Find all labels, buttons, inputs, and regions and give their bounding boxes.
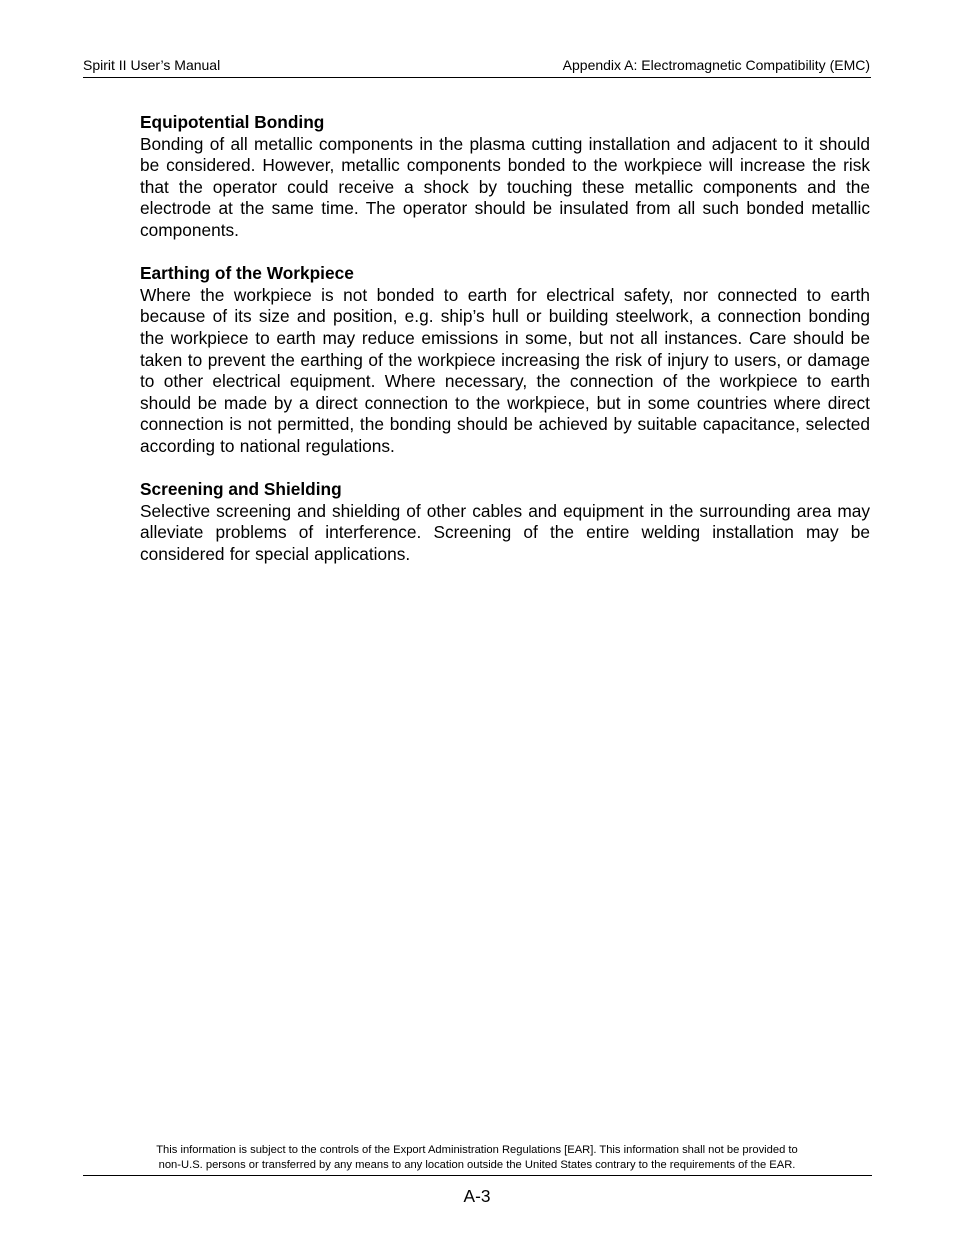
section-paragraph: Where the workpiece is not bonded to earth for electrical safety, nor connected to earth because of its size and position, e.g. ship’s hull or building steelwork, a connection bonding the workpiece to earth may reduce emissions in some, but not all instances. Care should be taken to prevent the earthing of the workpiece increasing the risk of injury to users, or damage to other electrical equipment. Where necessary, the connection of the workpiece to earth should be made by a direct connection to the workpiece, but in some countries where direct connection is not permitted, the bonding should be achieved by suitable capacitance, selected according to national regulations.	[140, 284, 870, 456]
document-body	[140, 112, 870, 587]
section-heading: Screening and Shielding	[140, 479, 342, 500]
footer-divider	[83, 1175, 872, 1176]
section-heading: Equipotential Bonding	[140, 112, 325, 132]
section-screening-and-shielding	[140, 479, 870, 565]
section-paragraph: Bonding of all metallic components in the plasma cutting installation and adjacent to it should be considered. However, metallic components bonded to the workpiece will increase the risk that the operator could receive a shock by touching these metallic components and the electrode at the same time. The operator should be insulated from all such bonded metallic components.	[140, 133, 870, 240]
page-header	[83, 57, 871, 78]
section-equipotential-bonding	[140, 112, 870, 242]
manual-title: Spirit II User’s Manual	[83, 57, 221, 73]
section-paragraph: Selective screening and shielding of other cables and equipment in the surrounding area may alleviate problems of interference. Screening of the entire welding installation may be considered for special applications.	[140, 500, 870, 564]
appendix-title: Appendix A: Electromagnetic Compatibility (EMC)	[562, 57, 870, 73]
page-number: A-3	[463, 1186, 491, 1206]
section-earthing-of-workpiece	[140, 263, 870, 457]
export-control-notice	[83, 1143, 871, 1173]
export-notice-line: This information is subject to the controls of the Export Administration Regulations [EAR]. This information shall not be provided to	[156, 1144, 798, 1156]
section-heading: Earthing of the Workpiece	[140, 263, 354, 284]
export-notice-line: non-U.S. persons or transferred by any means to any location outside the United States contrary to the requirements of the EAR.	[158, 1159, 796, 1171]
